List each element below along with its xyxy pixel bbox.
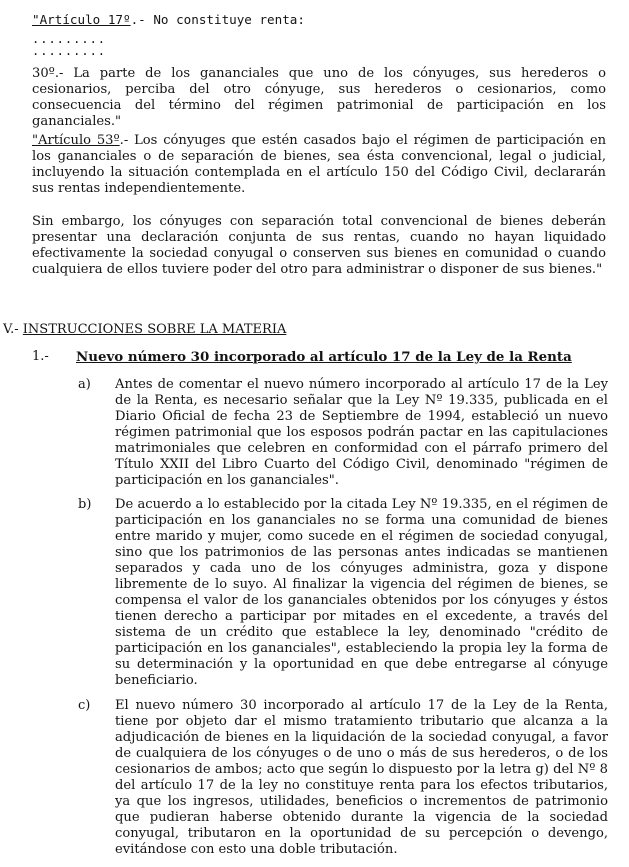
subsection-title: Nuevo número 30 incorporado al artículo 17 de la Ley de la Renta <box>76 349 572 365</box>
subsection-number: 1.- <box>32 349 49 364</box>
item-a: Antes de comentar el nuevo número incorporado al artículo 17 de la Ley de la Renta, es necesario señalar que la Ley Nº 19.335, publicada en el Diario Oficial de fecha 23 de Septiembre de 1994, estableció un nuevo régimen patrimonial que los esposos podrán pactar en las capitulaciones matrimoniales que celebren en conformidad con el párrafo primero del Título XXII del Libro Cuarto del Código Civil, denominado "régimen de participación en los gananciales". <box>115 377 608 488</box>
section-number: V.- <box>3 322 19 337</box>
section-heading <box>3 322 286 338</box>
item-a-label: a) <box>78 377 91 392</box>
ellipsis-line: ......... <box>32 44 107 58</box>
article-17-title: "Artículo 17º <box>32 12 131 27</box>
ellipsis-line: ......... <box>32 32 107 46</box>
item-c: El nuevo número 30 incorporado al artículo 17 de la Ley de la Renta, tiene por objeto dar el mismo tratamiento tributario que alcanza a la adjudicación de bienes en la liquidación de la sociedad conyugal, a favor de cualquiera de los cónyuges o de uno o más de sus herederos, o de los cesionarios de ambos; acto que según lo dispuesto por la letra g) del Nº 8 del artículo 17 de la ley no constituye renta para los efectos tributarios, ya que los ingresos, utilidades, beneficios o incrementos de patrimonio que pudieran haberse obtenido durante la vigencia de la sociedad conyugal, tributaron en la oportunidad de su percepción o devengo, evitándose con esto una doble tributación. <box>115 698 608 857</box>
article-17-title-rest: .- No constituye renta: <box>130 12 305 27</box>
article-53-paragraph-2: Sin embargo, los cónyuges con separación total convencional de bienes deberán presentar una declaración conjunta de sus rentas, cuando no hayan liquidado efectivamente la sociedad conyugal o conserven sus bienes en comunidad o cuando cualquiera de ellos tuviere poder del otro para administrar o disponer de sus bienes." <box>32 214 606 277</box>
item-b-label: b) <box>78 497 92 512</box>
subsection-title-wrap <box>76 349 572 365</box>
item-c-label: c) <box>78 698 91 713</box>
subsection-heading <box>32 349 49 365</box>
section-title: INSTRUCCIONES SOBRE LA MATERIA <box>22 322 287 337</box>
article-17-number-30: 30º.- La parte de los gananciales que uno de los cónyuges, sus herederos o cesionarios, perciba del otro cónyuge, sus herederos o cesionarios, como consecuencia del término del régimen patrimonial de participación en los gananciales." <box>32 66 606 129</box>
article-17-heading <box>32 12 606 28</box>
article-53-title: "Artículo 53º <box>32 133 120 148</box>
item-b: De acuerdo a lo establecido por la citada Ley Nº 19.335, en el régimen de participación en los gananciales no se forma una comunidad de bienes entre marido y mujer, como sucede en el régimen de sociedad conyugal, sino que los patrimonios de las personas antes indicadas se mantienen separados y cada uno de los cónyuges administra, goza y dispone libremente de lo suyo. Al finalizar la vigencia del régimen de bienes, se compensa el valor de los gananciales obtenidos por los cónyuges y éstos tienen derecho a participar por mitades en el excedente, a través del sistema de un crédito que establece la ley, denominado "crédito de participación en los gananciales", estableciendo la propia ley la forma de su determinación y la oportunidad en que debe entregarse al cónyuge beneficiario. <box>115 497 608 688</box>
article-53-text: .- Los cónyuges que estén casados bajo el régimen de participación en los gananciales o de separación de bienes, sea ésta convencional, legal o judicial, incluyendo la situación contemplada en el artículo 150 del Código Civil, declararán sus rentas independientemente. <box>32 133 606 196</box>
article-53-paragraph <box>32 133 606 197</box>
